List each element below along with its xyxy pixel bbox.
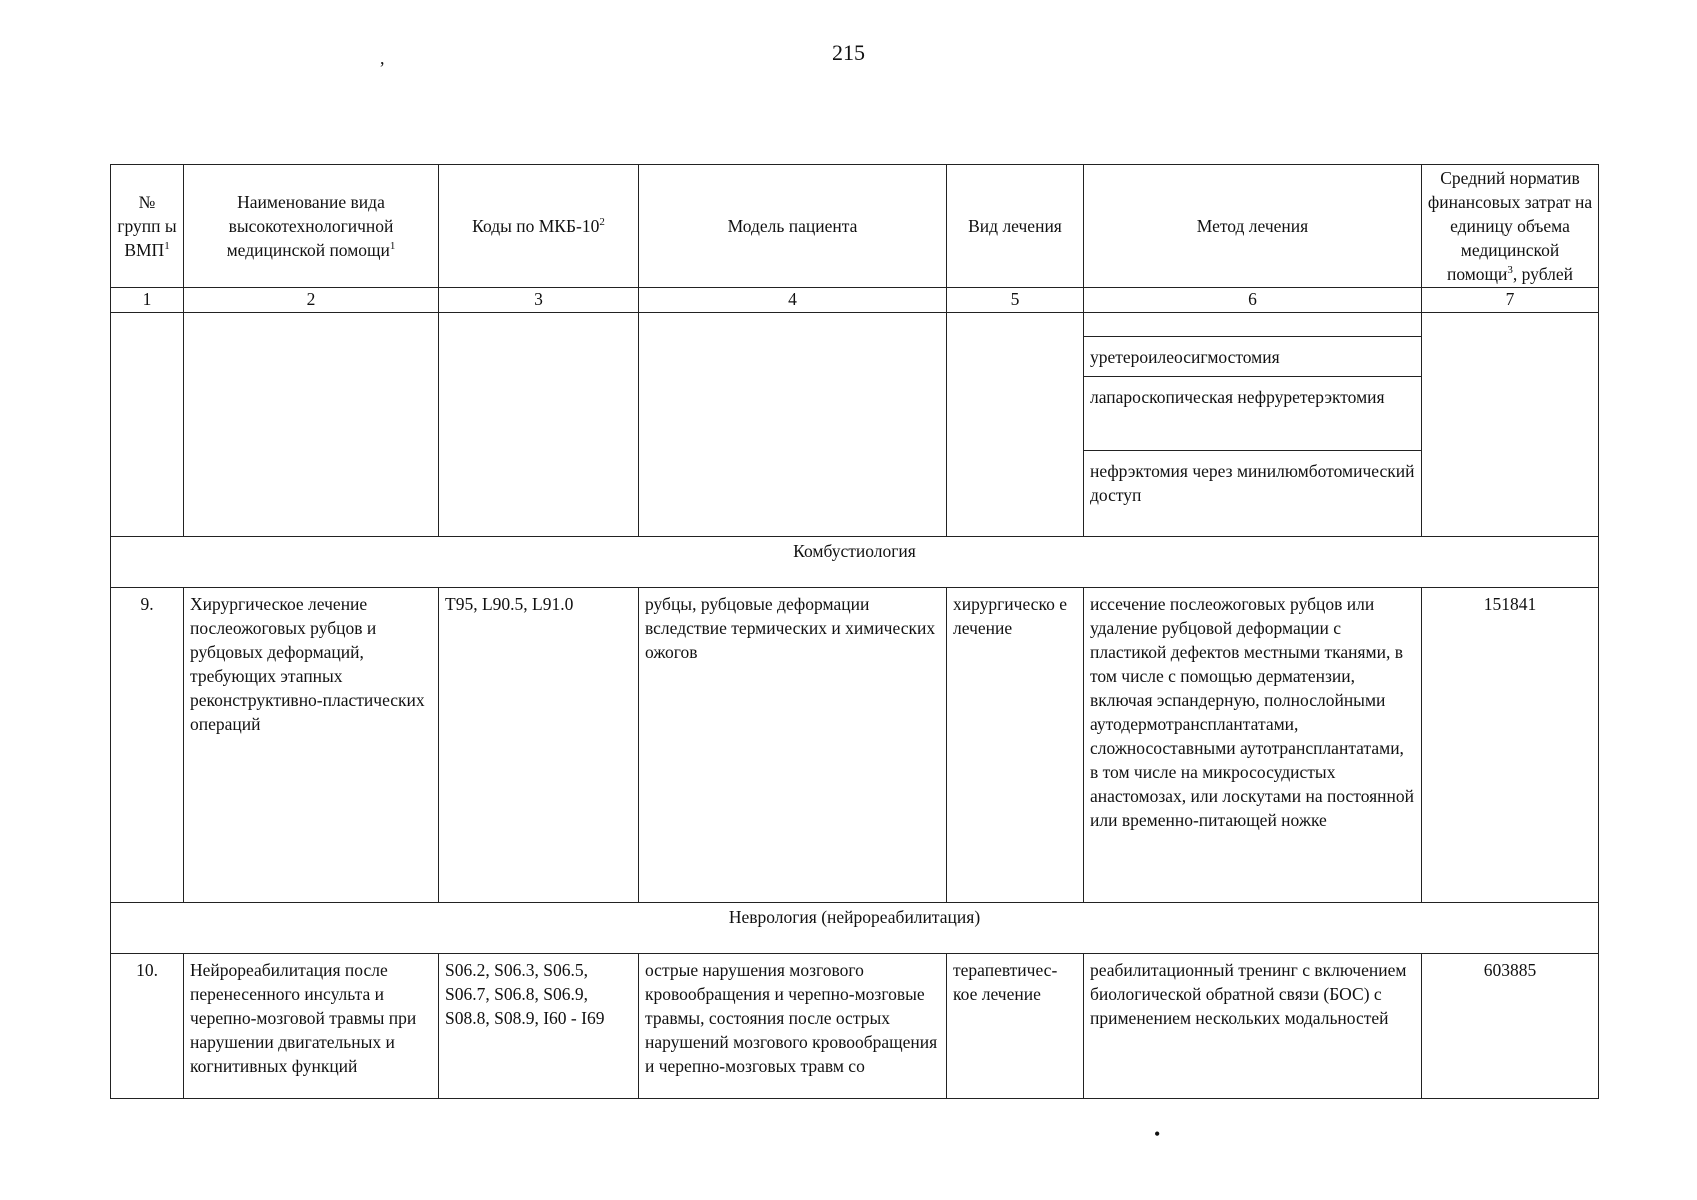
section-title: Неврология (нейрореабилитация) xyxy=(111,903,1599,954)
vmp-name: Нейрореабилитация после перенесенного инсульта и черепно-мозговой травмы при нарушении двигательных и когнитивных функций xyxy=(184,954,439,1099)
empty-cell xyxy=(111,313,184,537)
section-header-row xyxy=(111,903,1599,954)
vmp-name: Хирургическое лечение послеожоговых рубцов и рубцовых деформаций, требующих этапных реконструктивно-пластических операций xyxy=(184,588,439,903)
method-item: лапароскопическая нефруретерэктомия xyxy=(1084,377,1421,451)
method-gap xyxy=(1084,313,1421,337)
column-number: 2 xyxy=(184,288,439,313)
continuation-row xyxy=(111,313,1599,537)
column-number: 5 xyxy=(947,288,1084,313)
column-number: 3 xyxy=(439,288,639,313)
empty-cell xyxy=(1422,313,1599,537)
column-number: 7 xyxy=(1422,288,1599,313)
header-patient-model: Модель пациента xyxy=(639,165,947,288)
scan-speck: , xyxy=(380,48,385,68)
icd-codes: S06.2, S06.3, S06.5, S06.7, S06.8, S06.9, S08.8, S08.9, I60 - I69 xyxy=(439,954,639,1099)
table-row xyxy=(111,588,1599,903)
group-number: 9. xyxy=(111,588,184,903)
cost-standard: 603885 xyxy=(1422,954,1599,1099)
header-group-no: № групп ы ВМП$^1$ xyxy=(111,165,184,288)
method-item: уретероилеосигмостомия xyxy=(1084,337,1421,377)
group-number: 10. xyxy=(111,954,184,1099)
empty-cell xyxy=(639,313,947,537)
cost-standard: 151841 xyxy=(1422,588,1599,903)
treatment-method: реабилитационный тренинг с включением биологической обратной связи (БОС) с применением нескольких модальностей xyxy=(1084,954,1422,1099)
header-icd-codes: Коды по МКБ-$10^2$ xyxy=(439,165,639,288)
page-number: 215 xyxy=(832,40,865,65)
column-number: 1 xyxy=(111,288,184,313)
table-row xyxy=(111,954,1599,1099)
column-number: 4 xyxy=(639,288,947,313)
empty-cell xyxy=(947,313,1084,537)
section-title: Комбустиология xyxy=(111,537,1599,588)
scan-speck: • xyxy=(1154,1124,1161,1144)
header-treatment-method: Метод лечения xyxy=(1084,165,1422,288)
column-number-row xyxy=(111,288,1599,313)
vmp-table xyxy=(110,164,1599,1099)
header-treatment-type: Вид лечения xyxy=(947,165,1084,288)
header-cost-standard: Средний норматив финансовых затрат на единицу объема медицинской помощи$^3$, рублей xyxy=(1422,165,1599,288)
header-row xyxy=(111,165,1599,288)
treatment-type: терапевтичес-кое лечение xyxy=(947,954,1084,1099)
icd-codes: T95, L90.5, L91.0 xyxy=(439,588,639,903)
treatment-method: иссечение послеожоговых рубцов или удаление рубцовой деформации с пластикой дефектов местными тканями, в том числе с помощью дерматензии, включая эспандерную, полнослойными аутодермотрансплантатами, сложносоставными аутотрансплантатами, в том числе на микрососудистых анастомозах, или лоскутами на постоянной или временно-питающей ножке xyxy=(1084,588,1422,903)
column-number: 6 xyxy=(1084,288,1422,313)
empty-cell xyxy=(439,313,639,537)
empty-cell xyxy=(184,313,439,537)
method-item: нефрэктомия через минилюмботомический доступ xyxy=(1090,461,1415,505)
continuation-methods-cell xyxy=(1084,313,1422,537)
patient-model: острые нарушения мозгового кровообращения и черепно-мозговые травмы, состояния после острых нарушений мозгового кровообращения и черепно-мозговых травм со xyxy=(639,954,947,1099)
patient-model: рубцы, рубцовые деформации вследствие термических и химических ожогов xyxy=(639,588,947,903)
header-vmp-name: Наименование вида высокотехнологичной медицинской помощи$^1$ xyxy=(184,165,439,288)
treatment-type: хирургическо е лечение xyxy=(947,588,1084,903)
section-header-row xyxy=(111,537,1599,588)
